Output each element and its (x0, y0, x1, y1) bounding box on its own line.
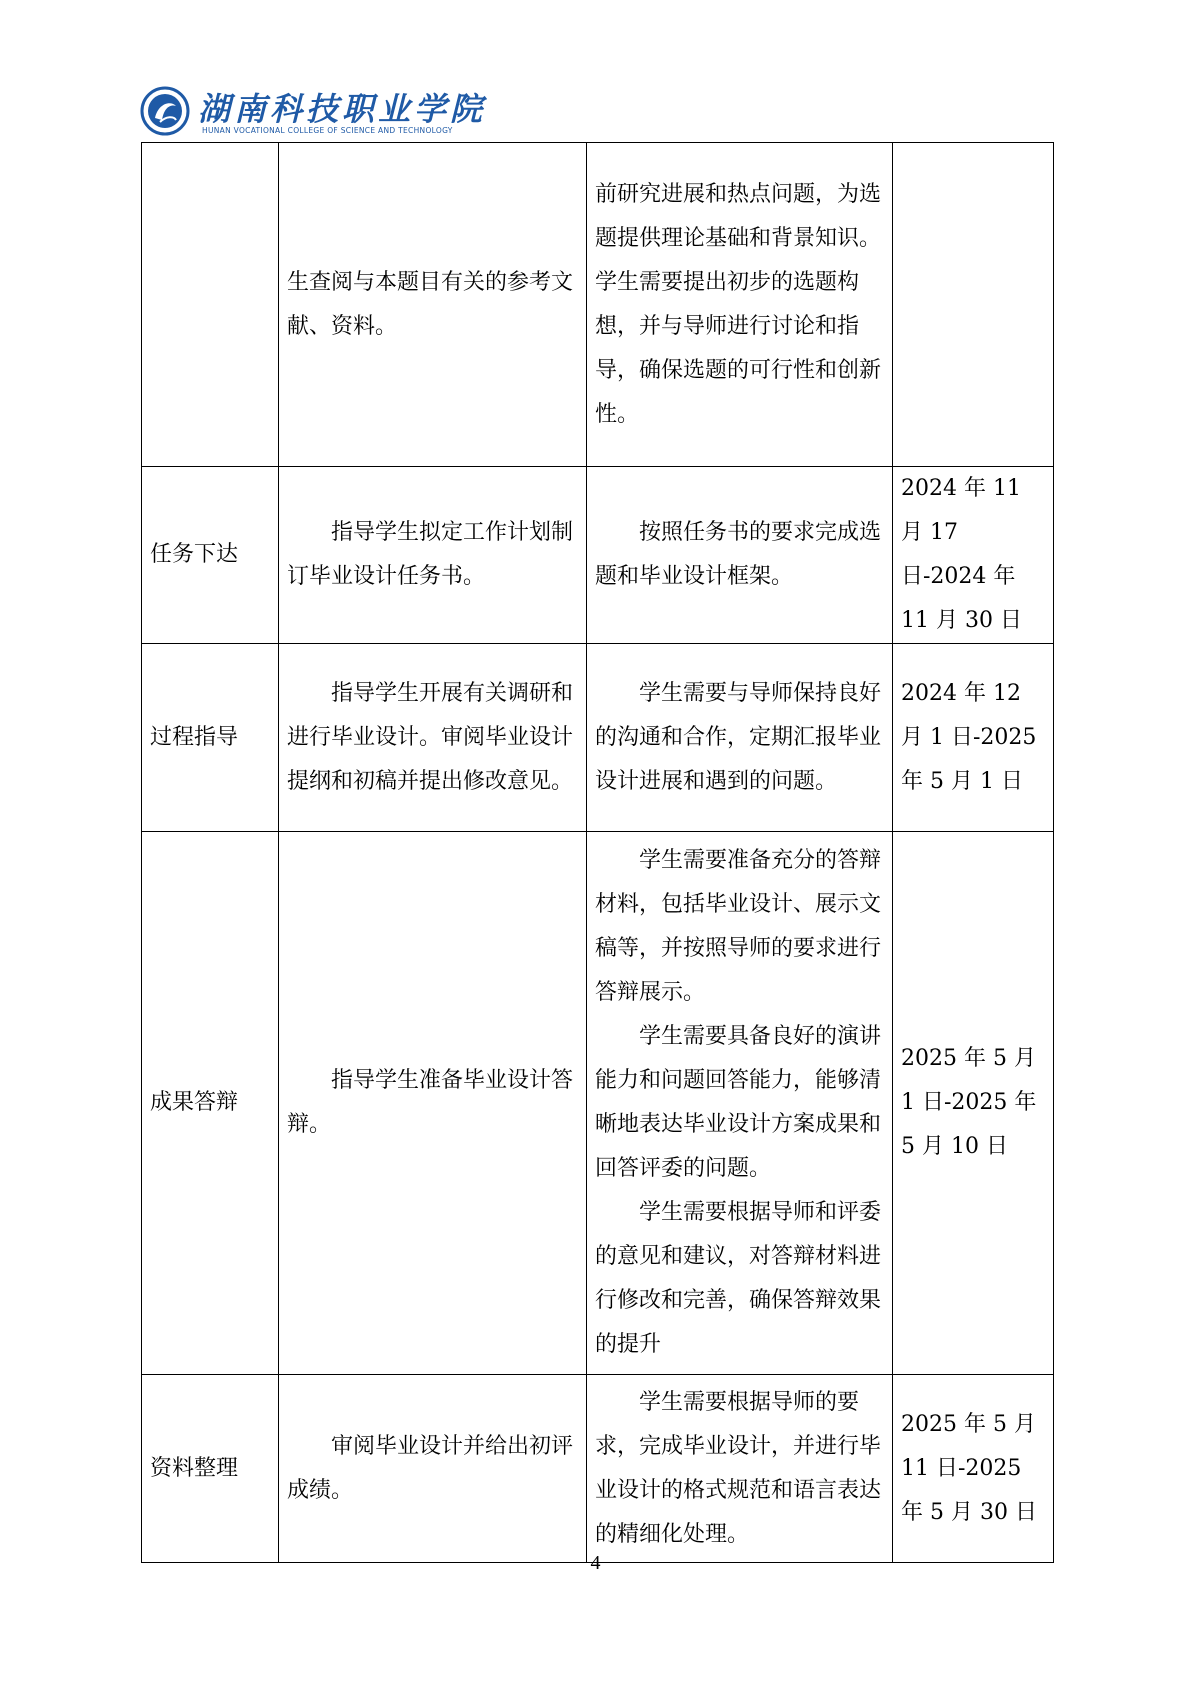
student-task-text: 学生需要与导师保持良好的沟通和合作，定期汇报毕业设计进展和遇到的问题。 (595, 680, 882, 794)
teacher-task-text: 指导学生拟定工作计划制订毕业设计任务书。 (287, 520, 574, 589)
teacher-task-cell (279, 832, 587, 1375)
student-task-cell (587, 644, 893, 832)
table-row (142, 467, 1054, 644)
teacher-task-cell (279, 644, 587, 832)
teacher-task-text: 指导学生准备毕业设计答辩。 (287, 1068, 574, 1137)
page-number: 4 (590, 1552, 601, 1574)
student-task-cell (587, 467, 893, 644)
stage-cell (142, 143, 279, 467)
student-task-text: 学生需要根据导师的要求，完成毕业设计，并进行毕业设计的格式规范和语言表达的精细化处理。 (595, 1389, 882, 1547)
college-name-en: HUNAN VOCATIONAL COLLEGE OF SCIENCE AND TECHNOLOGY (202, 126, 453, 135)
time-cell: 2024 年 11 月 17 日-2024 年 11 月 30 日 (893, 467, 1054, 644)
college-logo-header (140, 82, 487, 142)
student-task-text: 前研究进展和热点问题，为选题提供理论基础和背景知识。学生需要提出初步的选题构想，并与导师进行讨论和指导，确保选题的可行性和创新性。 (595, 181, 882, 427)
time-cell: 2025 年 5 月 11 日-2025 年 5 月 30 日 (893, 1375, 1054, 1563)
student-task-cell (587, 143, 893, 467)
student-task-text: 学生需要具备良好的演讲能力和问题回答能力，能够清晰地表达毕业设计方案成果和回答评委的问题。 (595, 1024, 882, 1181)
student-task-text: 学生需要根据导师和评委的意见和建议，对答辩材料进行修改和完善，确保答辩效果的提升 (595, 1200, 882, 1357)
table-row (142, 1375, 1054, 1563)
teacher-task-text: 审阅毕业设计并给出初评成绩。 (287, 1433, 574, 1503)
student-task-text: 学生需要准备充分的答辩材料，包括毕业设计、展示文稿等，并按照导师的要求进行答辩展示。 (595, 848, 882, 1005)
student-task-cell (587, 1375, 893, 1563)
time-cell: 2025 年 5 月 1 日-2025 年 5 月 10 日 (893, 832, 1054, 1375)
stage-cell: 任务下达 (142, 467, 279, 644)
time-cell: 2024 年 12 月 1 日-2025 年 5 月 1 日 (893, 644, 1054, 832)
time-cell (893, 143, 1054, 467)
stage-cell: 成果答辩 (142, 832, 279, 1375)
table-row (142, 832, 1054, 1375)
student-task-text: 按照任务书的要求完成选题和毕业设计框架。 (595, 520, 882, 589)
college-name-cn: 湖南科技职业学院 (198, 90, 487, 128)
teacher-task-cell (279, 143, 587, 467)
teacher-task-text: 指导学生开展有关调研和进行毕业设计。审阅毕业设计提纲和初稿并提出修改意见。 (287, 680, 574, 794)
student-task-cell (587, 832, 893, 1375)
teacher-task-cell (279, 1375, 587, 1563)
college-emblem-icon (140, 86, 190, 136)
stage-cell: 过程指导 (142, 644, 279, 832)
table-row (142, 143, 1054, 467)
table-row (142, 644, 1054, 832)
teacher-task-text: 生查阅与本题目有关的参考文献、资料。 (287, 269, 574, 339)
schedule-table (141, 142, 1054, 1563)
stage-cell: 资料整理 (142, 1375, 279, 1563)
teacher-task-cell (279, 467, 587, 644)
